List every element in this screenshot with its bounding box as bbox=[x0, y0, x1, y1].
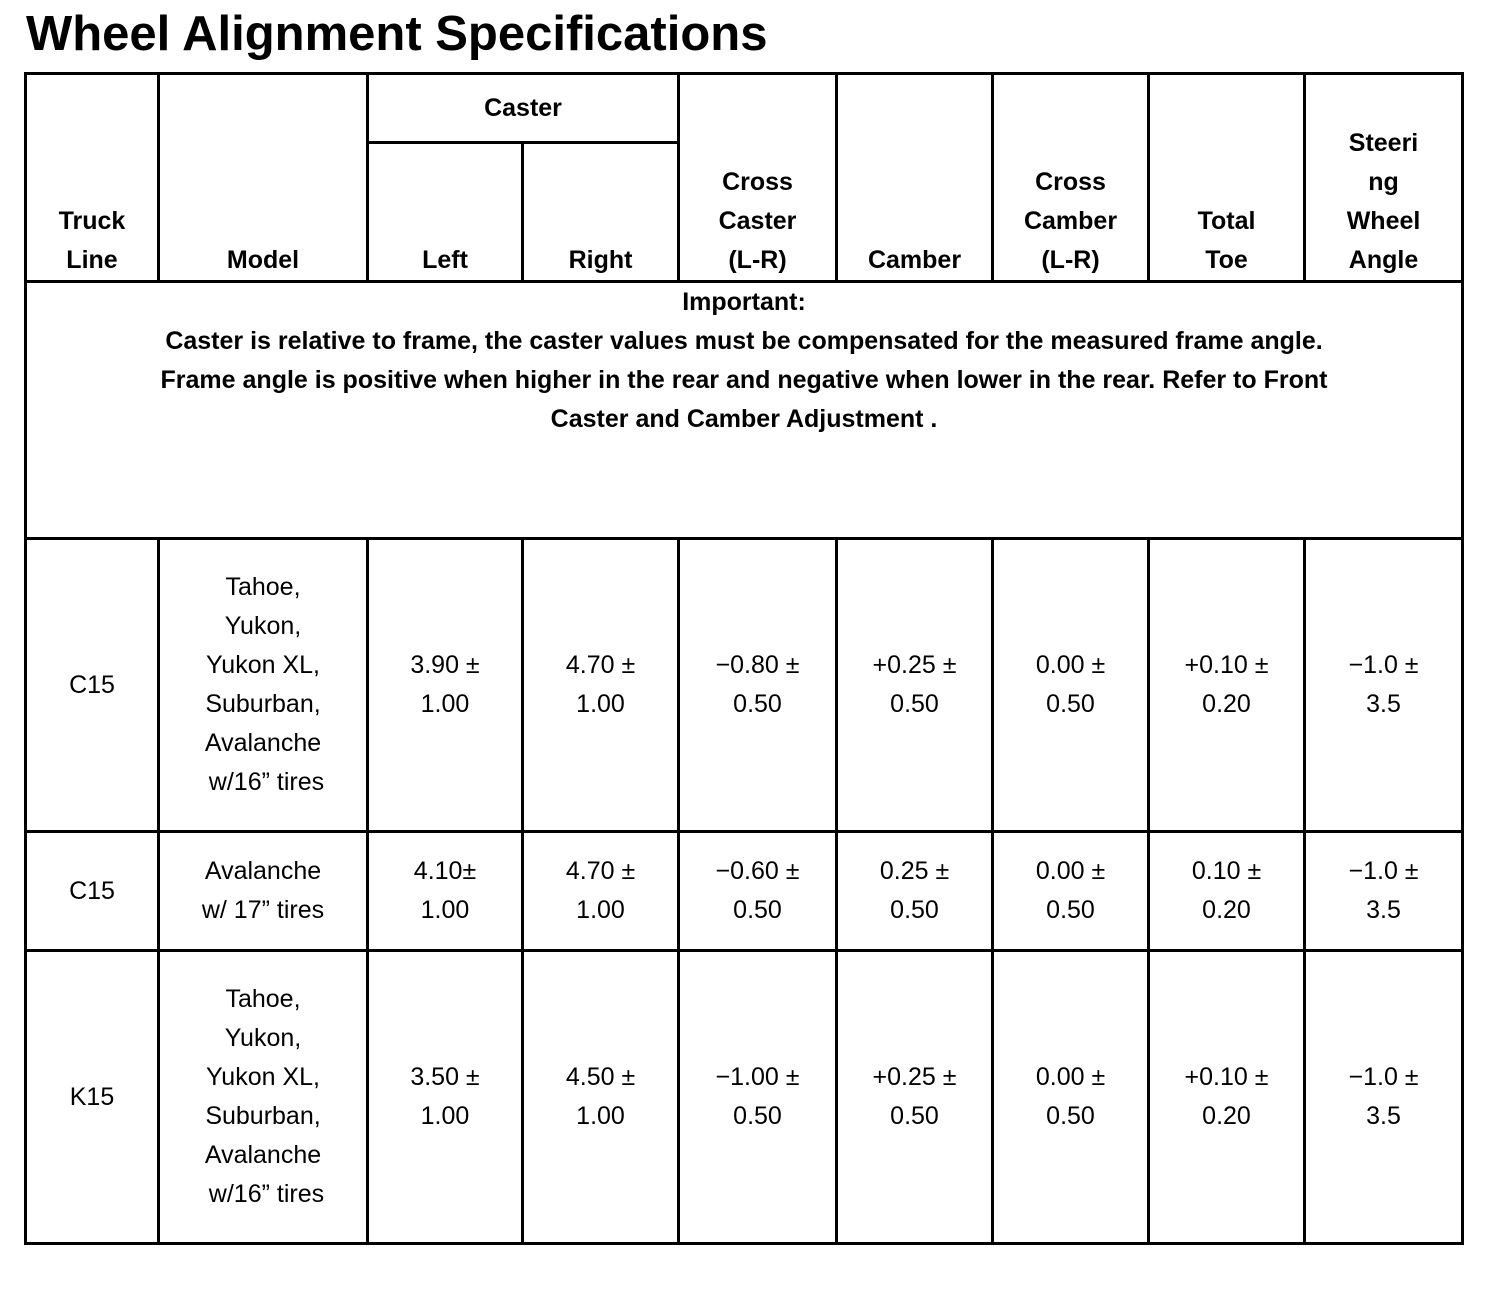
cell-total-toe bbox=[1149, 951, 1305, 1244]
model-line: Yukon XL, bbox=[206, 651, 320, 679]
value-line: 4.10± bbox=[413, 857, 477, 885]
cell-cross-caster bbox=[679, 539, 837, 832]
model-line: Avalanche bbox=[204, 1141, 322, 1169]
note-row bbox=[26, 282, 1463, 539]
value-line: 0.50 bbox=[733, 896, 782, 924]
cell-camber bbox=[837, 832, 993, 951]
cell-caster-left bbox=[368, 951, 523, 1244]
value-line: 0.20 bbox=[1202, 1102, 1251, 1130]
model-line: Avalanche bbox=[204, 729, 322, 757]
cell-caster-right bbox=[523, 832, 679, 951]
value-line: +0.10 ± bbox=[1184, 651, 1269, 679]
model-line: Tahoe, bbox=[225, 573, 301, 601]
cell-model bbox=[159, 951, 368, 1244]
cell-model bbox=[159, 832, 368, 951]
cell-total-toe bbox=[1149, 539, 1305, 832]
header-truck-line bbox=[26, 74, 159, 282]
header-total-toe-line: Total bbox=[1197, 207, 1256, 235]
value-line: 0.20 bbox=[1202, 690, 1251, 718]
cell-truck-line: C15 bbox=[26, 539, 159, 832]
value-line: 3.50 ± bbox=[410, 1063, 480, 1091]
value-line: 0.50 bbox=[890, 896, 939, 924]
value-line: 0.25 ± bbox=[879, 857, 950, 885]
header-steering-line: Steeri bbox=[1348, 129, 1419, 157]
header-cross-camber-line: (L-R) bbox=[1041, 246, 1100, 274]
value-line: 1.00 bbox=[576, 1102, 625, 1130]
cell-cross-caster bbox=[679, 832, 837, 951]
value-line: +0.25 ± bbox=[872, 1063, 957, 1091]
value-line: 0.50 bbox=[733, 1102, 782, 1130]
note-line: Frame angle is positive when higher in the rear and negative when lower in the rear. Refer to Front bbox=[160, 366, 1328, 394]
cell-steering-wheel-angle bbox=[1305, 951, 1463, 1244]
header-cross-caster-line: (L-R) bbox=[728, 246, 787, 274]
header-steering-wheel-angle bbox=[1305, 74, 1463, 282]
cell-caster-right bbox=[523, 951, 679, 1244]
header-caster-left: Left bbox=[368, 143, 523, 282]
value-line: −0.60 ± bbox=[715, 857, 800, 885]
value-line: 0.00 ± bbox=[1035, 857, 1106, 885]
model-line: w/16” tires bbox=[201, 768, 325, 796]
cell-steering-wheel-angle bbox=[1305, 539, 1463, 832]
value-line: 4.70 ± bbox=[565, 651, 636, 679]
value-line: 3.5 bbox=[1366, 1102, 1401, 1130]
header-caster-group: Caster bbox=[368, 74, 679, 143]
header-model-label: Model bbox=[226, 246, 300, 274]
cell-camber bbox=[837, 539, 993, 832]
header-cross-caster-line: Caster bbox=[718, 207, 797, 235]
header-camber bbox=[837, 74, 993, 282]
header-model bbox=[159, 74, 368, 282]
value-line: 1.00 bbox=[420, 690, 470, 718]
value-line: +0.25 ± bbox=[872, 651, 957, 679]
header-cross-camber-line: Cross bbox=[1035, 168, 1106, 196]
value-line: 3.90 ± bbox=[410, 651, 480, 679]
header-camber-label: Camber bbox=[867, 246, 962, 274]
cell-total-toe bbox=[1149, 832, 1305, 951]
model-line: Suburban, bbox=[205, 690, 321, 718]
header-cross-camber bbox=[993, 74, 1149, 282]
value-line: 0.20 bbox=[1202, 896, 1251, 924]
cell-cross-camber bbox=[993, 951, 1149, 1244]
value-line: 0.50 bbox=[1046, 896, 1095, 924]
value-line: −1.0 ± bbox=[1348, 857, 1419, 885]
value-line: 0.00 ± bbox=[1035, 1063, 1106, 1091]
value-line: 3.5 bbox=[1366, 896, 1401, 924]
value-line: 0.00 ± bbox=[1035, 651, 1106, 679]
header-truck-line-line: Truck bbox=[58, 207, 126, 235]
value-line: 1.00 bbox=[576, 690, 625, 718]
model-line: Avalanche bbox=[204, 857, 322, 885]
header-total-toe-line: Toe bbox=[1205, 246, 1248, 274]
model-line: w/ 17” tires bbox=[201, 896, 325, 924]
alignment-spec-table bbox=[24, 72, 1464, 1245]
value-line: 0.10 ± bbox=[1191, 857, 1262, 885]
value-line: 0.50 bbox=[890, 1102, 939, 1130]
cell-cross-caster bbox=[679, 951, 837, 1244]
header-steering-line: Wheel bbox=[1346, 207, 1421, 235]
model-line: Yukon, bbox=[224, 612, 302, 640]
table-row bbox=[26, 539, 1463, 832]
cell-model bbox=[159, 539, 368, 832]
header-steering-line: Angle bbox=[1348, 246, 1419, 274]
cell-steering-wheel-angle bbox=[1305, 832, 1463, 951]
table-row bbox=[26, 832, 1463, 951]
value-line: −1.00 ± bbox=[715, 1063, 800, 1091]
value-line: 1.00 bbox=[576, 896, 625, 924]
model-line: Yukon XL, bbox=[206, 1063, 320, 1091]
model-line: w/16” tires bbox=[201, 1180, 325, 1208]
cell-caster-left bbox=[368, 832, 523, 951]
model-line: Suburban, bbox=[205, 1102, 321, 1130]
note-heading: Important: bbox=[682, 288, 806, 316]
header-cross-caster bbox=[679, 74, 837, 282]
page-title: Wheel Alignment Specifications bbox=[26, 7, 768, 61]
header-row bbox=[26, 74, 1463, 143]
value-line: −1.0 ± bbox=[1348, 1063, 1419, 1091]
header-cross-camber-line: Camber bbox=[1023, 207, 1118, 235]
model-line: Tahoe, bbox=[225, 985, 301, 1013]
note-line: Caster and Camber Adjustment . bbox=[550, 405, 938, 433]
cell-truck-line: C15 bbox=[26, 832, 159, 951]
header-total-toe bbox=[1149, 74, 1305, 282]
table-row bbox=[26, 951, 1463, 1244]
cell-cross-camber bbox=[993, 539, 1149, 832]
cell-caster-right bbox=[523, 539, 679, 832]
value-line: 0.50 bbox=[733, 690, 782, 718]
cell-truck-line: K15 bbox=[26, 951, 159, 1244]
value-line: 4.50 ± bbox=[565, 1063, 636, 1091]
header-cross-caster-line: Cross bbox=[722, 168, 793, 196]
value-line: 1.00 bbox=[420, 896, 470, 924]
value-line: 3.5 bbox=[1366, 690, 1401, 718]
model-line: Yukon, bbox=[224, 1024, 302, 1052]
value-line: 0.50 bbox=[1046, 690, 1095, 718]
cell-camber bbox=[837, 951, 993, 1244]
cell-cross-camber bbox=[993, 832, 1149, 951]
value-line: −0.80 ± bbox=[715, 651, 800, 679]
header-steering-line: ng bbox=[1368, 168, 1399, 196]
value-line: −1.0 ± bbox=[1348, 651, 1419, 679]
note-line: Caster is relative to frame, the caster values must be compensated for the measured frame angle. bbox=[165, 327, 1323, 355]
header-truck-line-line: Line bbox=[66, 246, 118, 274]
value-line: 0.50 bbox=[1046, 1102, 1095, 1130]
important-note bbox=[26, 282, 1463, 539]
value-line: 0.50 bbox=[890, 690, 939, 718]
value-line: 4.70 ± bbox=[565, 857, 636, 885]
value-line: 1.00 bbox=[420, 1102, 470, 1130]
cell-caster-left bbox=[368, 539, 523, 832]
header-caster-right: Right bbox=[523, 143, 679, 282]
value-line: +0.10 ± bbox=[1184, 1063, 1269, 1091]
